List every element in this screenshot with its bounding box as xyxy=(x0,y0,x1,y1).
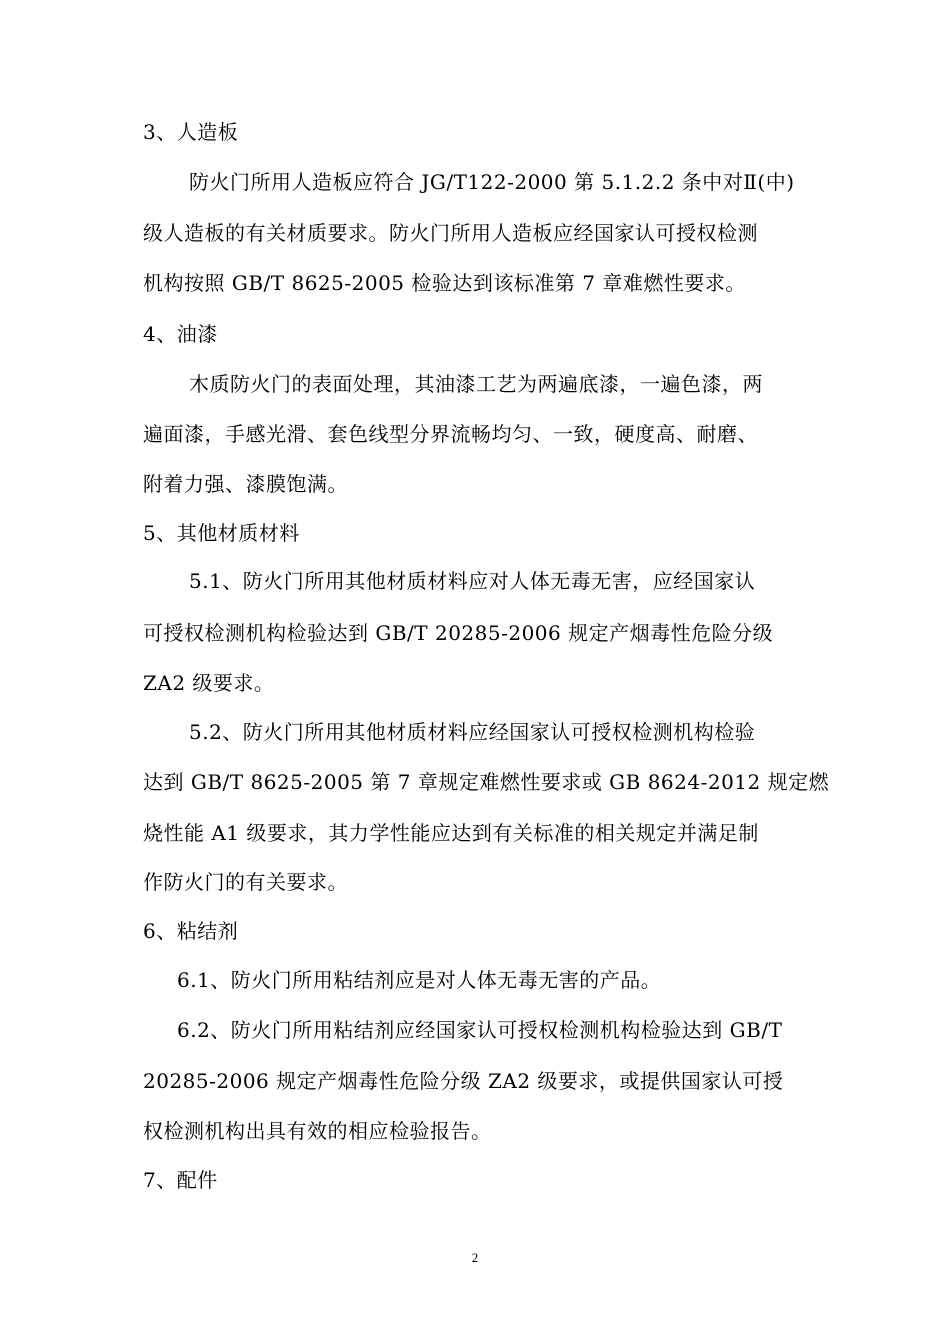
paragraph-line: 权检测机构出具有效的相应检验报告。 xyxy=(143,1119,492,1143)
section-heading: 7、配件 xyxy=(143,1168,218,1192)
paragraph-line: 5.1、防火门所用其他材质材料应对人体无毒无害，应经国家认 xyxy=(189,569,756,593)
paragraph-line: 附着力强、漆膜饱满。 xyxy=(143,472,348,496)
section-heading: 3、人造板 xyxy=(143,120,239,144)
page-number: 2 xyxy=(471,1250,479,1265)
paragraph-line: 级人造板的有关材质要求。防火门所用人造板应经国家认可授权检测 xyxy=(143,221,758,245)
section-heading: 4、油漆 xyxy=(143,322,218,346)
paragraph-line: 烧性能 A1 级要求，其力学性能应达到有关标准的相关规定并满足制 xyxy=(143,821,759,845)
paragraph-line: 木质防火门的表面处理，其油漆工艺为两遍底漆，一遍色漆，两 xyxy=(189,372,763,396)
paragraph-line: 6.2、防火门所用粘结剂应经国家认可授权检测机构检验达到 GB/T xyxy=(177,1018,783,1042)
paragraph-line: 防火门所用人造板应符合 JG/T122-2000 第 5.1.2.2 条中对Ⅱ(中) xyxy=(189,170,795,194)
paragraph-line: ZA2 级要求。 xyxy=(143,671,275,695)
paragraph-line: 5.2、防火门所用其他材质材料应经国家认可授权检测机构检验 xyxy=(189,720,756,744)
paragraph-line: 达到 GB/T 8625-2005 第 7 章规定难燃性要求或 GB 8624-2012 规定燃 xyxy=(143,770,830,794)
paragraph-line: 作防火门的有关要求。 xyxy=(143,870,348,894)
paragraph-line: 6.1、防火门所用粘结剂应是对人体无毒无害的产品。 xyxy=(177,968,662,992)
paragraph-line: 遍面漆，手感光滑、套色线型分界流畅均匀、一致，硬度高、耐磨、 xyxy=(143,422,758,446)
section-heading: 5、其他材质材料 xyxy=(143,521,300,545)
paragraph-line: 20285-2006 规定产烟毒性危险分级 ZA2 级要求，或提供国家认可授 xyxy=(143,1069,784,1093)
paragraph-line: 可授权检测机构检验达到 GB/T 20285-2006 规定产烟毒性危险分级 xyxy=(143,621,774,645)
section-heading: 6、粘结剂 xyxy=(143,919,239,943)
paragraph-line: 机构按照 GB/T 8625-2005 检验达到该标准第 7 章难燃性要求。 xyxy=(143,271,746,295)
